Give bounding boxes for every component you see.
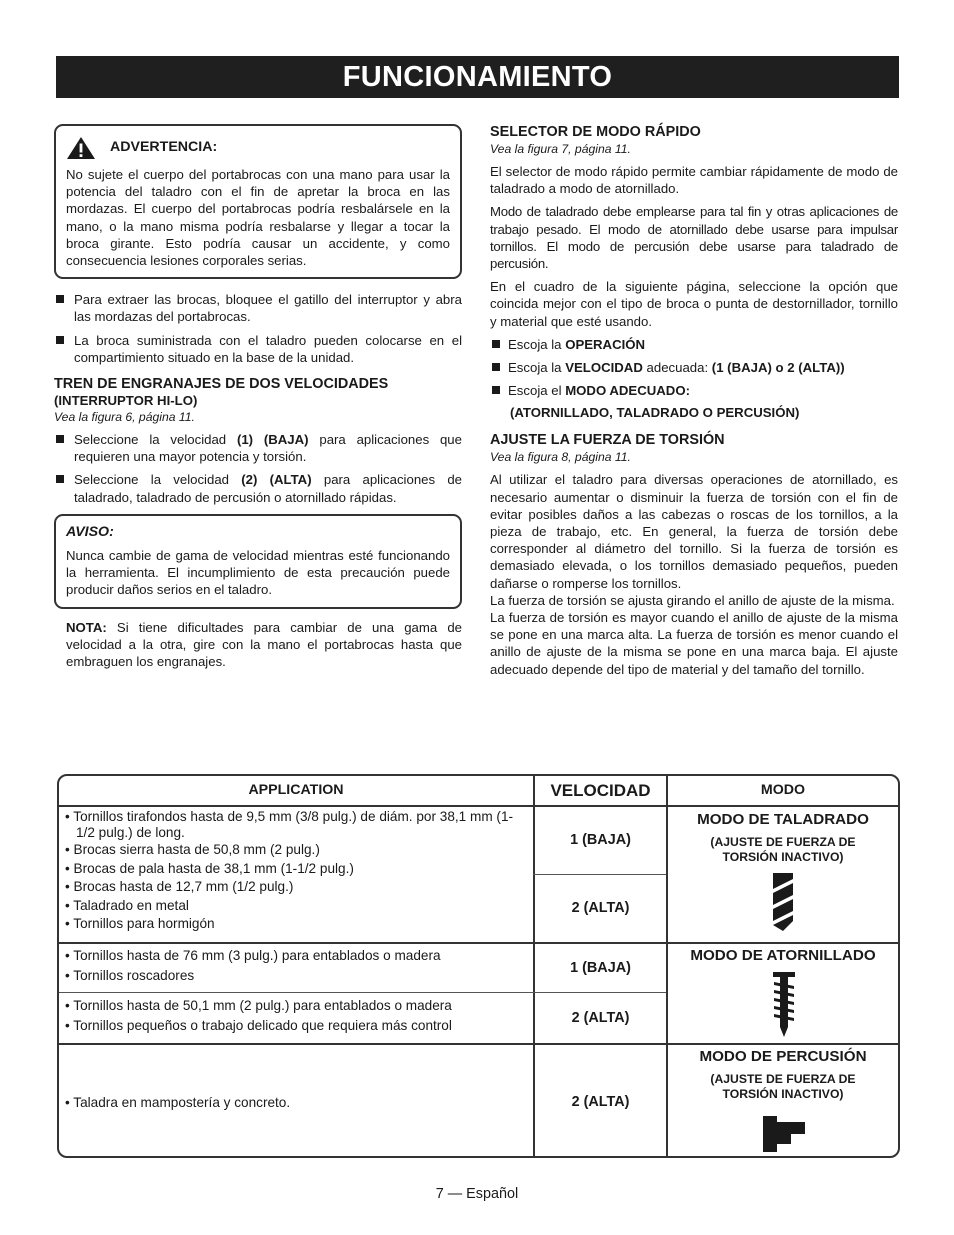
drill-bit-icon	[769, 871, 799, 933]
header-mode: MODO	[760, 782, 806, 798]
nota-paragraph: NOTA: Si tiene dificultades para cambiar de una gama de velocidad a la otra, gire con la mano el portabrocas hasta que embraguen los engranajes.	[66, 619, 462, 670]
hammer-mode-title: MODO DE PERCUSIÓN	[699, 1048, 867, 1065]
group2-row1-applications	[63, 946, 531, 986]
list-item: • Tornillos hasta de 76 mm (3 pulg.) para entablados o madera	[63, 946, 531, 966]
gear-section-title: TREN DE ENGRANAJES DE DOS VELOCIDADES	[54, 376, 389, 393]
header-speed: VELOCIDAD	[550, 781, 651, 800]
group1-applications	[63, 809, 531, 934]
list-item: • Brocas de pala hasta de 38,1 mm (1-1/2 pulg.)	[63, 860, 531, 879]
gear-section	[54, 376, 462, 506]
list-item: Escoja la VELOCIDAD adecuada: (1 (BAJA) o 2 (ALTA))	[490, 359, 898, 376]
hammer-mode-subtitle: (AJUSTE DE FUERZA DE TORSIÓN INACTIVO)	[710, 1072, 856, 1101]
list-item: Escoja la OPERACIÓN	[490, 336, 898, 353]
quick-mode-ref: Vea la figura 7, página 11.	[490, 142, 631, 156]
list-item: Seleccione la velocidad (2) (ALTA) para aplicaciones de taladrado, taladrado de percusión o atornillado rápidas.	[54, 471, 462, 505]
quick-mode-p2: Modo de taladrado debe emplearse para tal fin y otras aplicaciones de trabajo pesado. El modo de atornillado debe usarse para impulsar tornillos. El modo de percusión debe usarse para taladrado de percusión.	[490, 204, 898, 272]
group3-speed-high: 2 (ALTA)	[571, 1094, 630, 1110]
left-column	[54, 124, 462, 676]
group2-speed-high: 2 (ALTA)	[571, 1010, 630, 1026]
mode-table	[57, 774, 900, 1158]
list-item: • Taladrado en metal	[63, 897, 531, 916]
list-item: • Tornillos tirafondos hasta de 9,5 mm (3/8 pulg.) de diám. por 38,1 mm (1-1/2 pulg.) de long.	[63, 809, 531, 841]
table-divider	[59, 1043, 898, 1045]
warning-body: No sujete el cuerpo del portabrocas con una mano para usar la potencia del taladro con el fin de apretar la broca en las mordazas. El cuerpo del portabrocas podría resbalársele en la mano, o la mano misma podría resbalarse y llegar a tocar la broca girante. Esto podría causar un accidente, y como consecuencia lesiones corporales serias.	[66, 167, 450, 269]
group2-speed-low: 1 (BAJA)	[570, 960, 631, 976]
drill-mode-title: MODO DE TALADRADO	[697, 811, 869, 828]
group1-speed-high: 2 (ALTA)	[571, 900, 630, 916]
right-column	[490, 124, 898, 678]
list-item: Para extraer las brocas, bloquee el gatillo del interruptor y abra las mordazas del portabrocas.	[54, 291, 462, 325]
list-item: • Tornillos para hormigón	[63, 915, 531, 934]
warning-title: ADVERTENCIA:	[110, 139, 218, 156]
page-title: FUNCIONAMIENTO	[56, 56, 899, 98]
quick-mode-p1: El selector de modo rápido permite cambiar rápidamente de modo de taladrado a modo de atornillado.	[490, 164, 898, 197]
gear-section-subtitle: (INTERRUPTOR HI-LO)	[54, 393, 198, 409]
torque-p3: La fuerza de torsión es mayor cuando el anillo de ajuste de la misma se pone en una marca alta. La fuerza de torsión es menor cuando el anillo de ajuste de la misma se pone en una marca baja. El ajuste adecuado depende del tipo de material y del tamaño del tornillo.	[490, 610, 898, 677]
torque-title: AJUSTE LA FUERZA DE TORSIÓN	[490, 432, 725, 449]
hammer-icon	[761, 1116, 807, 1152]
page-number: 7 — Español	[435, 1186, 519, 1202]
table-divider	[533, 874, 666, 875]
screw-mode-title: MODO DE ATORNILLADO	[690, 947, 876, 964]
header-application: APPLICATION	[248, 782, 344, 798]
warning-triangle-icon	[66, 136, 96, 160]
warning-box	[54, 124, 462, 279]
quick-mode-bullets	[490, 336, 898, 400]
aviso-title: AVISO:	[66, 523, 114, 540]
list-item: • Tornillos roscadores	[63, 966, 531, 986]
group2-row2-applications	[63, 996, 531, 1036]
gear-bullets	[54, 431, 462, 506]
list-item: • Brocas hasta de 12,7 mm (1/2 pulg.)	[63, 878, 531, 897]
list-item: La broca suministrada con el taladro pueden colocarse en el compartimiento situado en la base de la unidad.	[54, 332, 462, 366]
modes-line: (ATORNILLADO, TALADRADO O PERCUSIÓN)	[510, 405, 800, 421]
list-item: • Tornillos hasta de 50,1 mm (2 pulg.) para entablados o madera	[63, 996, 531, 1016]
list-item: • Brocas sierra hasta de 50,8 mm (2 pulg.)	[63, 841, 531, 860]
list-item: • Tornillos pequeños o trabajo delicado que requiera más control	[63, 1016, 531, 1036]
group1-speed-low: 1 (BAJA)	[570, 832, 631, 848]
screw-icon	[771, 972, 797, 1038]
drill-mode-subtitle: (AJUSTE DE FUERZA DE TORSIÓN INACTIVO)	[710, 835, 856, 864]
quick-mode-p3: En el cuadro de la siguiente página, seleccione la opción que coincida mejor con el tipo de broca o punta de destornillador, tornillo y material que esté usando.	[490, 279, 898, 329]
table-divider	[59, 992, 666, 993]
table-divider	[59, 942, 898, 944]
warning-header	[66, 136, 450, 160]
aviso-body: Nunca cambie de gama de velocidad mientras esté funcionando la herramienta. El incumplimiento de esta precaución puede producir daños serios en el taladro.	[66, 548, 450, 598]
table-divider	[59, 805, 898, 807]
torque-p1: Al utilizar el taladro para diversas operaciones de atornillado, es necesario aumentar o disminuir la fuerza de torsión con el fin de evitar posibles daños a las cabezas o roscas de los tornillos, a la pieza de trabajo, etc. En general, la fuerza de torsión debe corresponder al diámetro del tornillo. Si la fuerza de torsión es demasiado elevada, o los tornillos demasiado pequeños, pueden dañarse o romperse los tornillos.	[490, 472, 898, 591]
chuck-bullets	[54, 291, 462, 366]
torque-p2: La fuerza de torsión se ajusta girando el anillo de ajuste de la misma.	[490, 592, 895, 608]
list-item: Escoja el MODO ADECUADO:	[490, 382, 898, 399]
aviso-box	[54, 514, 462, 609]
quick-mode-title: SELECTOR DE MODO RÁPIDO	[490, 124, 701, 140]
group3-applications	[63, 1094, 531, 1113]
list-item: • Taladra en mampostería y concreto.	[63, 1094, 531, 1113]
gear-section-ref: Vea la figura 6, página 11.	[54, 410, 195, 425]
torque-ref: Vea la figura 8, página 11.	[490, 450, 631, 465]
table-divider	[666, 776, 668, 1156]
list-item: Seleccione la velocidad (1) (BAJA) para aplicaciones que requieren una mayor potencia y torsión.	[54, 431, 462, 465]
